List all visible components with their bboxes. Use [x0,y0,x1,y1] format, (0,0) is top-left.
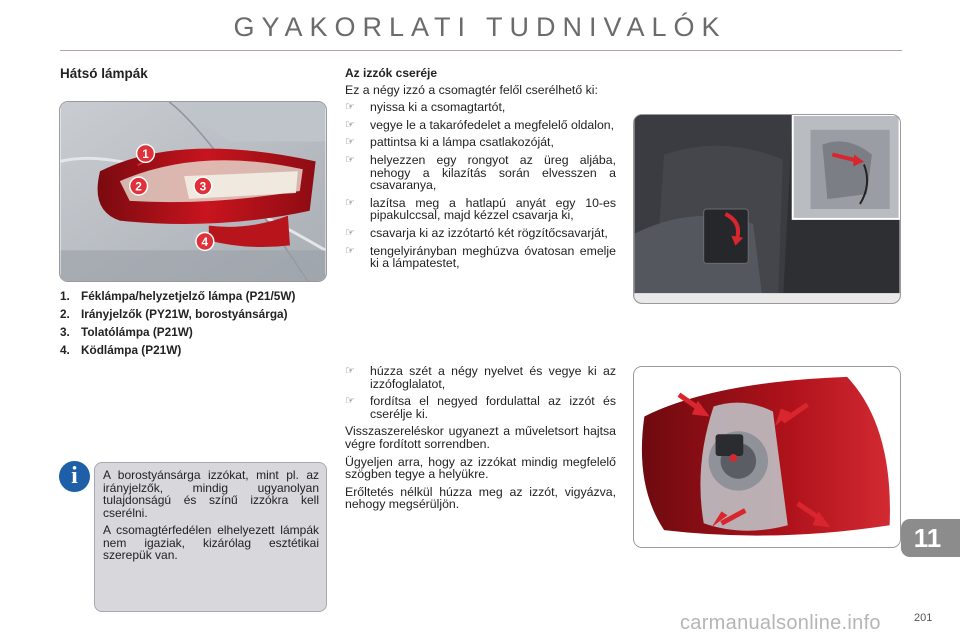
hand-pointer-icon: ☞ [345,153,355,166]
hand-pointer-icon: ☞ [345,136,355,149]
info-paragraph: A borostyánsárga izzókat, mint pl. az irányjelzők, mindig ugyanolyan tulajdonságú és színű izzókra kell cserélni. [103,468,319,520]
bulb-change-title: Az izzók cseréje [345,66,438,80]
lamp-number: 3. [60,325,70,339]
lamp-unit-illustration [634,367,900,547]
marker-2-label: 2 [135,179,142,194]
hand-pointer-icon: ☞ [345,101,355,114]
trunk-access-photo [633,114,901,304]
lamp-label: Ködlámpa (P21W) [81,343,182,357]
marker-3-label: 3 [199,179,207,194]
marker-3 [194,177,212,195]
step-item [345,119,616,132]
lamp-list-item [60,344,330,357]
page-header-title: GYAKORLATI TUDNIVALÓK [233,12,727,42]
step-text: vegye le a takarófedelet a megfelelő oldalon, [370,117,615,132]
info-paragraph: A csomagtérfedélen elhelyezett lámpák nem igaziak, kizárólag esztétikai szerepük van. [103,523,319,562]
bulb-change-paragraph: Erőltetés nélkül húzza meg az izzót, vigyázva, nehogy megsérüljön. [345,484,616,512]
hand-pointer-icon: ☞ [345,226,355,239]
lamp-list-item [60,290,330,303]
step-item [345,136,616,149]
step-text: pattintsa ki a lámpa csatlakozóját, [370,135,554,150]
step-item [345,245,616,270]
step-item [345,101,616,114]
trunk-illustration [634,115,900,303]
section-title: Hátsó lámpák [60,66,148,81]
lamp-list [60,290,330,362]
marker-4-label: 4 [201,234,209,249]
lamp-label: Tolatólámpa (P21W) [81,325,193,339]
info-icon: i [59,461,90,492]
lamp-number: 1. [60,289,70,303]
bulb-change-instructions [345,67,616,275]
hand-pointer-icon: ☞ [345,118,355,131]
watermark: carmanualsonline.info [680,612,881,634]
hand-pointer-icon: ☞ [345,395,355,408]
steps-list [345,101,616,270]
bulb-change-intro: Ez a négy izzó a csomagtér felől cserélhető ki: [345,82,598,97]
hand-pointer-icon: ☞ [345,196,355,209]
lamp-label: Irányjelzők (PY21W, borostyánsárga) [81,307,288,321]
rear-lamp-photo [59,101,327,282]
chapter-tab: 11 [901,519,960,557]
step-text: nyissa ki a csomagtartót, [370,100,506,115]
step-text: csavarja ki az izzótartó két rögzítőcsavarját, [370,225,608,240]
step-text: helyezzen egy rongyot az üreg aljába, nehogy a kilazítás során elvesszen a csavaranya, [370,152,616,193]
step-text: tengelyirányban meghúzva óvatosan emelje ki a lámpatestet, [370,243,616,271]
rear-lamp-illustration [60,102,326,281]
step-item [345,197,616,222]
step-text: fordítsa el negyed fordulattal az izzót és cserélje ki. [370,394,616,421]
hand-pointer-icon: ☞ [345,365,355,377]
lamp-list-item [60,308,330,321]
step-item [345,395,616,420]
step-item [345,365,616,390]
marker-2 [130,177,148,195]
step-item [345,227,616,240]
step-text: lazítsa meg a hatlapú anyát egy 10-es pipakulccsal, majd kézzel csavarja ki, [370,195,616,223]
lamp-unit-photo [633,366,901,548]
lamp-number: 2. [60,307,70,321]
bulb-change-paragraph: Visszaszereléskor ugyanezt a műveletsort hajtsa végre fordított sorrendben. [345,424,616,451]
info-box [94,462,327,612]
marker-4 [196,233,214,251]
steps-list-2 [345,365,616,420]
marker-1-label: 1 [142,146,149,161]
bulb-change-paragraph: Ügyeljen arra, hogy az izzókat mindig megfelelő szögben tegye a helyükre. [345,454,616,482]
lamp-number: 4. [60,343,70,357]
bulb-change-instructions-continued [345,365,616,516]
hand-pointer-icon: ☞ [345,244,355,257]
lamp-label: Féklámpa/helyzetjelző lámpa (P21/5W) [81,289,296,303]
step-item [345,154,616,192]
lamp-list-item [60,326,330,339]
page-number: 201 [914,612,933,624]
step-text: húzza szét a négy nyelvet és vegye ki az izzófoglalatot, [370,364,616,391]
header-divider [60,50,902,51]
